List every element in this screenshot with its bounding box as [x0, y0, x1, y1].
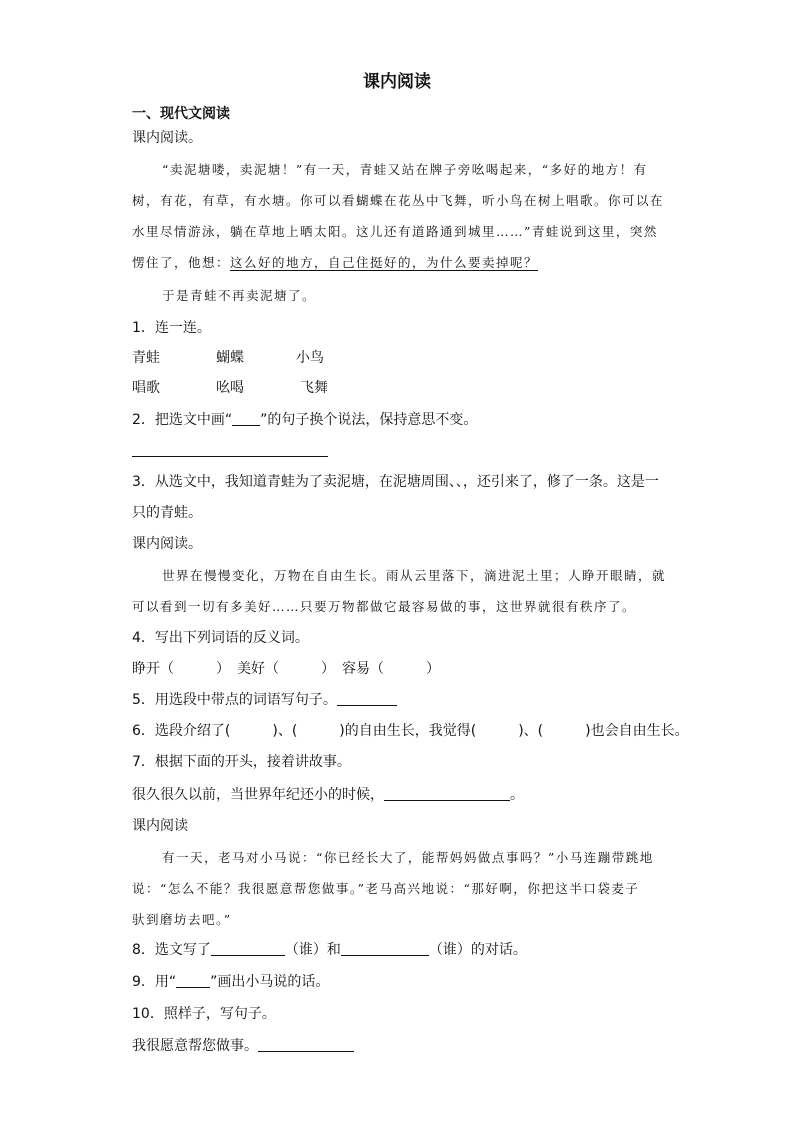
underlined-sentence: 这么好的地方，自己住挺好的，为什么要卖掉呢？: [230, 255, 539, 270]
question-3-cont: 只的青蛙。: [132, 505, 202, 521]
antonym-item[interactable]: 睁开（ ）: [132, 661, 230, 677]
question-8: [132, 940, 527, 960]
passage3-line: 驮到磨坊去吧。”: [132, 912, 232, 927]
passage1-line: 水里尽情游泳，躺在草地上晒太阳。这儿还有道路通到城里……”青蛙说到这里，突然: [132, 224, 658, 239]
question-8-text: （谁）和: [284, 942, 341, 958]
passage2-line: 世界在慢慢变化，万物在自由生长。雨从云里落下，滴进泥土里；人睁开眼睛，就: [162, 568, 667, 583]
passage3-line: 说：“怎么不能？我很愿意帮您做事。”老马高兴地说：“那好啊，你把这半口袋麦子: [132, 881, 640, 896]
antonym-row: [132, 659, 440, 679]
underline-mark: [232, 411, 260, 426]
question-8-text: 8．选文写了: [132, 942, 211, 958]
question-6: 6．选段介绍了( )、( )的自由生长，我觉得( )、( )也会自由生长。: [132, 723, 689, 739]
story-start: 很久很久以前，当世界年纪还小的时候，: [132, 787, 384, 803]
match-item: 小鸟: [296, 350, 324, 366]
answer-blank[interactable]: [337, 691, 397, 706]
passage1-line: [132, 253, 538, 273]
passage1-line: “卖泥塘喽，卖泥塘！”有一天，青蛙又站在牌子旁吆喝起来，“多好的地方！有: [162, 162, 648, 177]
question-10: 10．照样子，写句子。: [132, 1006, 276, 1022]
page-title: 课内阅读: [363, 72, 431, 92]
answer-blank[interactable]: [211, 941, 285, 956]
passage1-line: 于是青蛙不再卖泥塘了。: [162, 288, 317, 303]
match-item: 蝴蝶: [216, 350, 244, 366]
section-heading: 一、现代文阅读: [132, 106, 230, 122]
question-5-text: 5．用选段中带点的词语写句子。: [132, 692, 337, 708]
answer-line[interactable]: [132, 456, 328, 457]
question-10-example: [132, 1036, 354, 1056]
question-7: 7．根据下面的开头，接着讲故事。: [132, 754, 351, 770]
answer-blank[interactable]: [384, 786, 510, 801]
antonym-item[interactable]: 容易（ ）: [342, 661, 440, 677]
story-end: 。: [510, 787, 524, 803]
passage3-line: 有一天，老马对小马说：“你已经长大了，能帮妈妈做点事吗？”小马连蹦带跳地: [162, 850, 654, 865]
underline-mark: [176, 973, 210, 988]
question-7-prompt: [132, 785, 524, 805]
passage3-intro: 课内阅读: [132, 818, 188, 834]
passage2-line: 可以看到一切有多美好……只要万物都做它最容易做的事，这世界就很有秩序了。: [132, 599, 637, 614]
match-row-top: [132, 348, 324, 368]
match-item: 唱歌: [132, 380, 160, 396]
question-4: 4．写出下列词语的反义词。: [132, 630, 309, 646]
question-5: [132, 690, 397, 710]
question-8-text: （谁）的对话。: [428, 942, 527, 958]
question-3: 3．从选文中，我知道青蛙为了卖泥塘，在泥塘周围、、，还引来了，修了一条。这是一: [132, 474, 659, 490]
passage1-text: 愣住了，他想：: [132, 255, 231, 270]
question-2: [132, 410, 477, 430]
question-1: 1．连一连。: [132, 320, 211, 336]
antonym-item[interactable]: 美好（ ）: [237, 661, 335, 677]
passage2-intro: 课内阅读。: [132, 536, 202, 552]
match-row-bottom: [132, 378, 328, 398]
question-9: [132, 972, 329, 992]
question-2-text: ”的句子换个说法，保持意思不变。: [260, 412, 478, 428]
example-sentence: 我很愿意帮您做事。: [132, 1038, 258, 1054]
match-item: 青蛙: [132, 350, 160, 366]
match-item: 吆喝: [216, 380, 244, 396]
answer-blank[interactable]: [341, 941, 429, 956]
match-item: 飞舞: [300, 380, 328, 396]
passage1-line: 树，有花，有草，有水塘。你可以看蝴蝶在花丛中飞舞，听小鸟在树上唱歌。你可以在: [132, 193, 665, 208]
passage1-intro: 课内阅读。: [132, 130, 202, 146]
question-2-text: 2．把选文中画“: [132, 412, 233, 428]
answer-blank[interactable]: [258, 1037, 354, 1052]
question-9-text: ”画出小马说的话。: [210, 974, 330, 990]
question-9-text: 9．用“: [132, 974, 177, 990]
